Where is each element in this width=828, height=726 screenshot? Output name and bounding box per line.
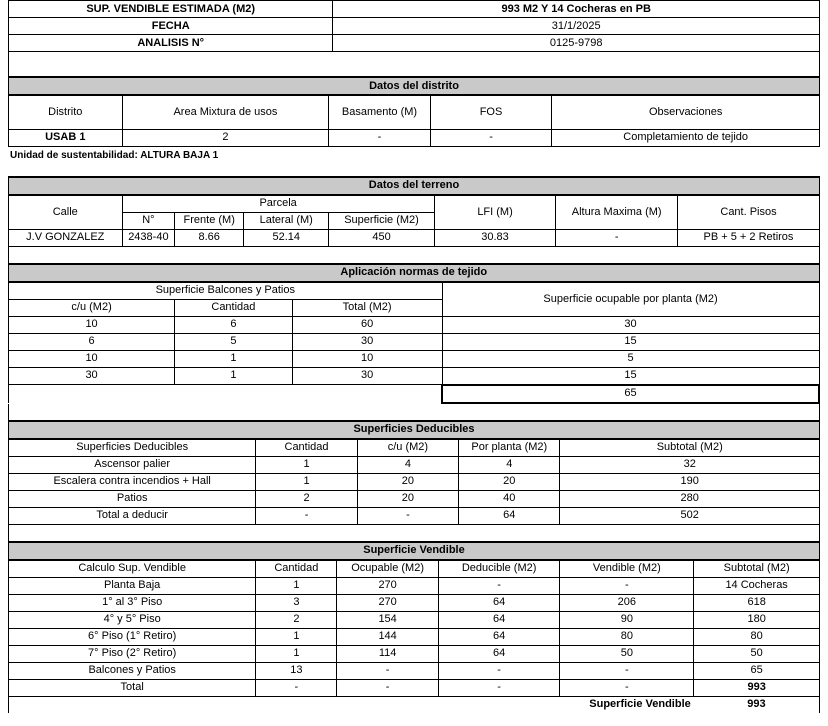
summary-label: SUP. VENDIBLE ESTIMADA (M2) (9, 1, 333, 18)
vendible-cell: 65 (694, 662, 820, 679)
vendible-row (9, 662, 820, 679)
terreno-cell: 30.83 (434, 229, 556, 246)
tejido-cell: 10 (9, 350, 175, 367)
vendible-header: Cantidad (256, 560, 337, 578)
terreno-header-altura: Altura Maxima (M) (556, 195, 678, 230)
distrito-cell: - (329, 129, 430, 146)
vendible-cell: 1 (256, 645, 337, 662)
tejido-ocupable-header: Superficie ocupable por planta (M2) (442, 282, 819, 317)
deducibles-table (8, 420, 820, 525)
deducibles-cell: 20 (357, 473, 458, 490)
terreno-subheader: Lateral (M) (244, 212, 329, 229)
summary-row (9, 35, 820, 52)
vendible-cell: 50 (560, 645, 694, 662)
vendible-footer-value: 993 (694, 696, 820, 713)
tejido-cell: 10 (292, 350, 442, 367)
vendible-cell: 144 (337, 628, 438, 645)
tejido-row (9, 333, 820, 350)
vendible-cell: - (438, 577, 560, 594)
tejido-balcones-header: Superficie Balcones y Patios (9, 282, 443, 300)
tejido-subheader: c/u (M2) (9, 299, 175, 316)
terreno-subheader: Frente (M) (175, 212, 244, 229)
vendible-total-cell: 993 (694, 679, 820, 696)
vendible-cell: 6° Piso (1° Retiro) (9, 628, 256, 645)
vendible-row (9, 611, 820, 628)
vendible-cell: 270 (337, 594, 438, 611)
vendible-footer-label: Superficie Vendible (589, 698, 691, 710)
deducibles-cell: 32 (560, 456, 820, 473)
vendible-row (9, 594, 820, 611)
deducibles-cell: 190 (560, 473, 820, 490)
deducibles-title: Superficies Deducibles (9, 421, 820, 439)
summary-value: 0125-9798 (333, 35, 820, 52)
tejido-row (9, 350, 820, 367)
deducibles-cell: 280 (560, 490, 820, 507)
vendible-cell: Balcones y Patios (9, 662, 256, 679)
summary-label: ANALISIS N° (9, 35, 333, 52)
distrito-table (8, 76, 820, 147)
distrito-note: Unidad de sustentabilidad: ALTURA BAJA 1 (10, 149, 219, 161)
deducibles-cell: 2 (256, 490, 357, 507)
vendible-footer-blank (9, 696, 560, 713)
vendible-header: Vendible (M2) (560, 560, 694, 578)
vendible-cell: 13 (256, 662, 337, 679)
vendible-header: Calculo Sup. Vendible (9, 560, 256, 578)
tejido-row (9, 367, 820, 385)
deducibles-cell: 1 (256, 473, 357, 490)
tejido-cell: 30 (9, 367, 175, 385)
vendible-cell: 80 (560, 628, 694, 645)
distrito-cell: USAB 1 (9, 129, 123, 146)
distrito-title: Datos del distrito (9, 77, 820, 95)
deducibles-cell: 4 (357, 456, 458, 473)
vendible-cell: 3 (256, 594, 337, 611)
terreno-header-calle: Calle (9, 195, 123, 230)
vendible-cell: 1° al 3° Piso (9, 594, 256, 611)
deducibles-cell: Ascensor palier (9, 456, 256, 473)
summary-table (8, 0, 820, 52)
vendible-cell: 4° y 5° Piso (9, 611, 256, 628)
distrito-header: FOS (430, 95, 552, 129)
tejido-cell: 30 (292, 367, 442, 385)
distrito-cell: - (430, 129, 552, 146)
terreno-header-lfi: LFI (M) (434, 195, 556, 230)
deducibles-cell: 20 (459, 473, 560, 490)
deducibles-cell: 502 (560, 507, 820, 524)
distrito-header: Basamento (M) (329, 95, 430, 129)
terreno-subheader: Superficie (M2) (329, 212, 434, 229)
distrito-cell: Completamiento de tejido (552, 129, 820, 146)
terreno-table (8, 176, 820, 247)
deducibles-cell: - (357, 507, 458, 524)
deducibles-row (9, 456, 820, 473)
vendible-cell: 80 (694, 628, 820, 645)
tejido-blank (9, 385, 443, 403)
vendible-cell: 180 (694, 611, 820, 628)
terreno-title: Datos del terreno (9, 177, 820, 195)
vendible-cell: - (438, 679, 560, 696)
vendible-cell: 2 (256, 611, 337, 628)
distrito-header: Distrito (9, 95, 123, 129)
vendible-title: Superficie Vendible (9, 542, 820, 560)
deducibles-cell: - (256, 507, 357, 524)
terreno-header-pisos: Cant. Pisos (678, 195, 820, 230)
vendible-cell: 14 Cocheras (694, 577, 820, 594)
tejido-cell: 15 (442, 333, 819, 350)
vendible-cell: Planta Baja (9, 577, 256, 594)
summary-row (9, 18, 820, 35)
vendible-cell: 64 (438, 594, 560, 611)
tejido-cell: 5 (442, 350, 819, 367)
vendible-cell: 64 (438, 645, 560, 662)
tejido-table (8, 263, 820, 404)
tejido-cell: 5 (175, 333, 293, 350)
vendible-cell: 64 (438, 611, 560, 628)
tejido-subheader: Total (M2) (292, 299, 442, 316)
vendible-header: Subtotal (M2) (694, 560, 820, 578)
terreno-cell: PB + 5 + 2 Retiros (678, 229, 820, 246)
deducibles-cell: 20 (357, 490, 458, 507)
deducibles-header: c/u (M2) (357, 439, 458, 457)
summary-label: FECHA (9, 18, 333, 35)
terreno-cell: - (556, 229, 678, 246)
vendible-cell: 90 (560, 611, 694, 628)
tejido-cell: 30 (442, 316, 819, 333)
vendible-row (9, 577, 820, 594)
terreno-cell: 450 (329, 229, 434, 246)
vendible-header: Deducible (M2) (438, 560, 560, 578)
distrito-header: Observaciones (552, 95, 820, 129)
tejido-subheader: Cantidad (175, 299, 293, 316)
deducibles-cell: 64 (459, 507, 560, 524)
vendible-cell: 114 (337, 645, 438, 662)
vendible-header: Ocupable (M2) (337, 560, 438, 578)
tejido-cell: 1 (175, 367, 293, 385)
terreno-cell: 52.14 (244, 229, 329, 246)
vendible-row (9, 628, 820, 645)
vendible-cell: - (560, 662, 694, 679)
vendible-cell: 618 (694, 594, 820, 611)
tejido-cell: 30 (292, 333, 442, 350)
vendible-cell: - (560, 577, 694, 594)
tejido-cell: 60 (292, 316, 442, 333)
distrito-cell: 2 (122, 129, 329, 146)
vendible-cell: 7° Piso (2° Retiro) (9, 645, 256, 662)
vendible-cell: 154 (337, 611, 438, 628)
deducibles-header: Por planta (M2) (459, 439, 560, 457)
tejido-cell: 10 (9, 316, 175, 333)
vendible-cell: 206 (560, 594, 694, 611)
deducibles-header: Cantidad (256, 439, 357, 457)
tejido-cell: 6 (9, 333, 175, 350)
tejido-title: Aplicación normas de tejido (9, 264, 820, 282)
terreno-subheader: N° (122, 212, 175, 229)
tejido-total: 65 (442, 385, 819, 403)
vendible-cell: - (560, 679, 694, 696)
deducibles-cell: Patios (9, 490, 256, 507)
vendible-cell: Total (9, 679, 256, 696)
summary-value: 993 M2 Y 14 Cocheras en PB (333, 1, 820, 18)
vendible-cell: - (337, 679, 438, 696)
summary-value: 31/1/2025 (333, 18, 820, 35)
terreno-cell: 2438-40 (122, 229, 175, 246)
deducibles-row (9, 507, 820, 524)
terreno-cell: 8.66 (175, 229, 244, 246)
distrito-header: Area Mixtura de usos (122, 95, 329, 129)
deducibles-row (9, 473, 820, 490)
vendible-cell: - (337, 662, 438, 679)
vendible-cell: 50 (694, 645, 820, 662)
vendible-cell: 1 (256, 628, 337, 645)
vendible-row (9, 645, 820, 662)
vendible-cell: 1 (256, 577, 337, 594)
tejido-cell: 1 (175, 350, 293, 367)
tejido-cell: 15 (442, 367, 819, 385)
deducibles-cell: Escalera contra incendios + Hall (9, 473, 256, 490)
vendible-row (9, 679, 820, 696)
vendible-table (8, 541, 820, 713)
tejido-cell: 6 (175, 316, 293, 333)
deducibles-header: Subtotal (M2) (560, 439, 820, 457)
vendible-cell: 64 (438, 628, 560, 645)
vendible-cell: - (256, 679, 337, 696)
deducibles-cell: 4 (459, 456, 560, 473)
tejido-row (9, 316, 820, 333)
deducibles-row (9, 490, 820, 507)
summary-row (9, 1, 820, 18)
vendible-cell: - (438, 662, 560, 679)
terreno-cell: J.V GONZALEZ (9, 229, 123, 246)
report-sheet (8, 0, 820, 713)
deducibles-cell: Total a deducir (9, 507, 256, 524)
vendible-cell: 270 (337, 577, 438, 594)
deducibles-header: Superficies Deducibles (9, 439, 256, 457)
deducibles-cell: 1 (256, 456, 357, 473)
deducibles-cell: 40 (459, 490, 560, 507)
terreno-header-parcela: Parcela (122, 195, 434, 213)
